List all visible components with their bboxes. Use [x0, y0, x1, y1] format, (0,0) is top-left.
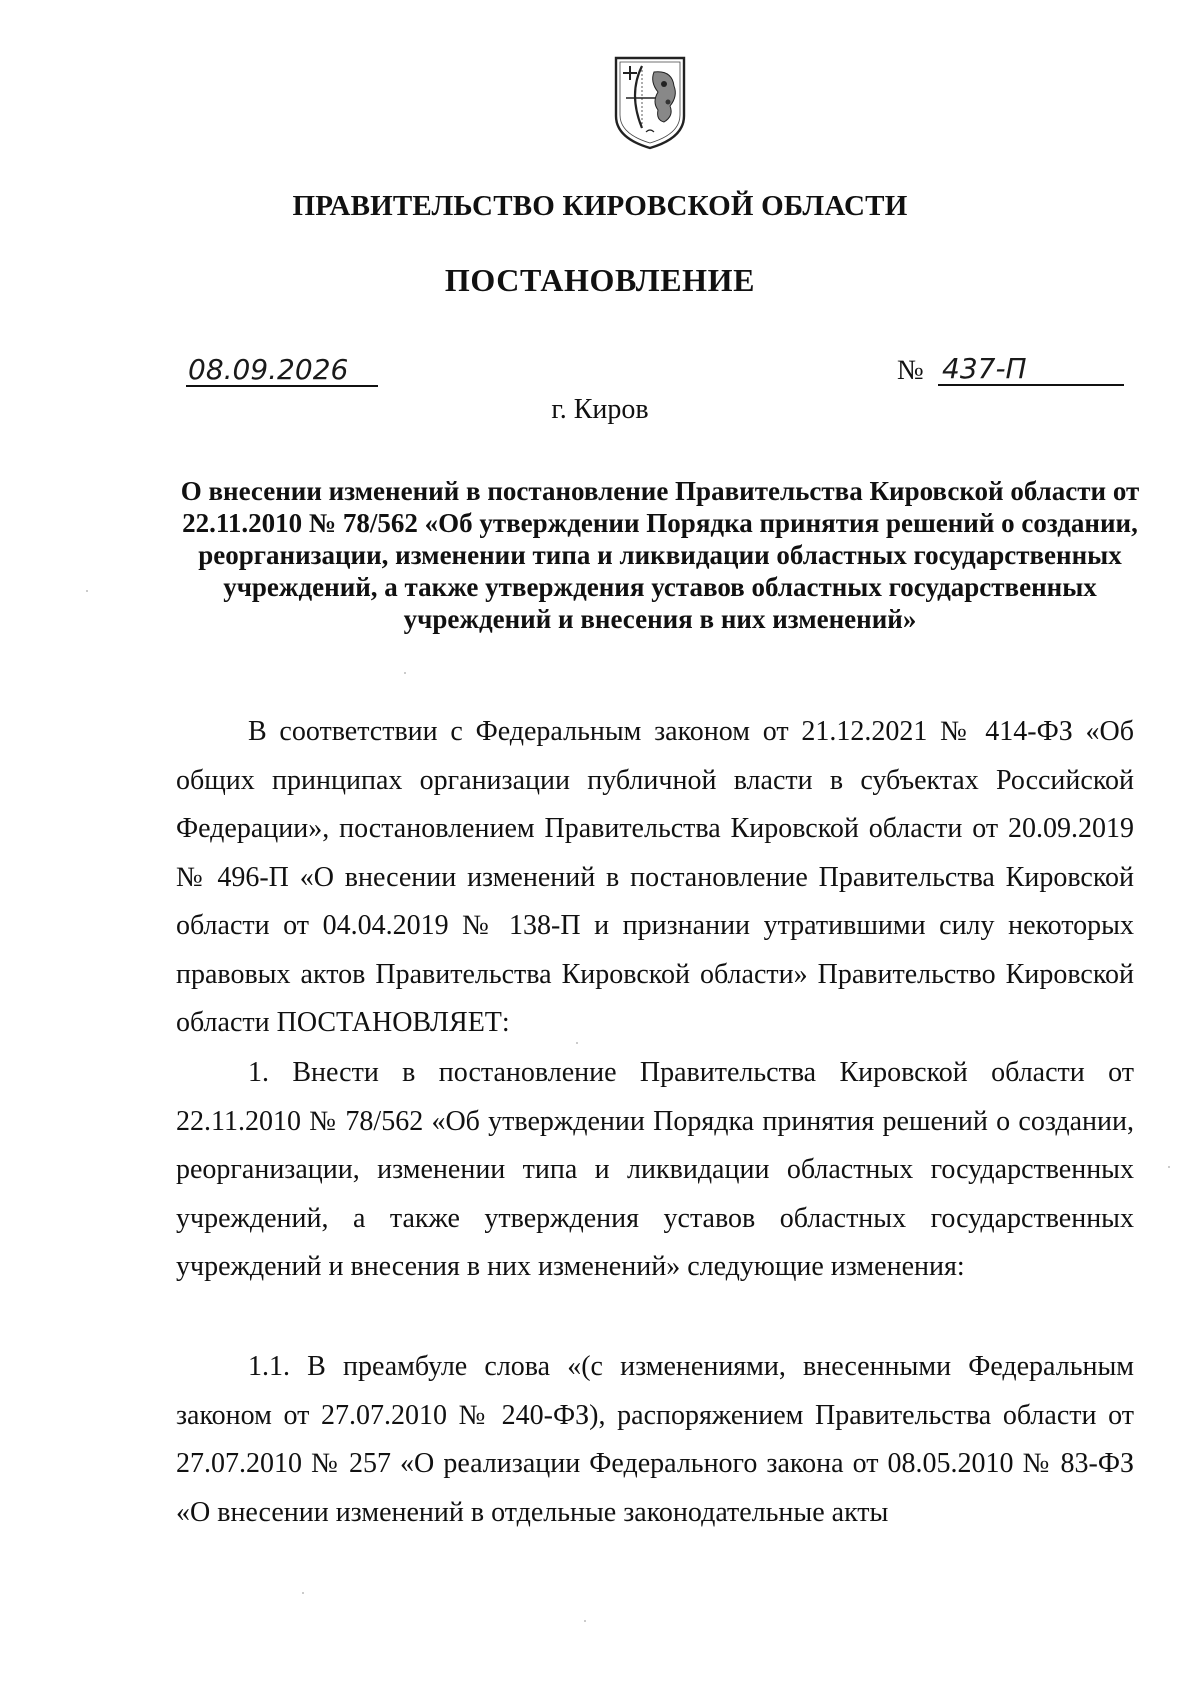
scan-speck [86, 590, 88, 592]
document-number: 437-П [938, 354, 1124, 386]
scan-speck [584, 1620, 586, 1622]
government-title: ПРАВИТЕЛЬСТВО КИРОВСКОЙ ОБЛАСТИ [292, 190, 908, 222]
preamble-paragraph: В соответствии с Федеральным законом от 21.12.2021 № 414-ФЗ «Об общих принципах организации публичной власти в субъектах Российской Федерации», постановлением Правительства Кировской области от 20.09.2019 № 496-П «О внесении изменений в постановление Правительства Кировской области от 04.04.2019 № 138-П и признании утратившими силу некоторых правовых актов Правительства Кировской области» Правительство Кировской области ПОСТАНОВЛЯЕТ: [176, 716, 1134, 1038]
issue-city: г. Киров [551, 394, 649, 425]
document-subject: О внесении изменений в постановление Правительства Кировской области от 22.11.2010 № 78/562 «Об утверждении Порядка принятия решений о создании, реорганизации, изменении типа и ликвидации областных государственных учреждений, а также утверждения уставов областных государственных учреждений и внесения в них изменений» [180, 476, 1140, 634]
document-date: 08.09.2026 [186, 355, 378, 387]
number-label: № [897, 355, 924, 386]
item-1-1-paragraph: 1.1. В преамбуле слова «(с изменениями, внесенными Федеральным законом от 27.07.2010 № 240-ФЗ), распоряжением Правительства области от 27.07.2010 № 257 «О реализации Федерального закона от 08.05.2010 № 83-ФЗ «О внесении изменений в отдельные законодательные акты [176, 1351, 1134, 1528]
kirov-coat-of-arms-icon [612, 54, 688, 150]
scan-speck [404, 672, 406, 674]
item-1-paragraph: 1. Внести в постановление Правительства Кировской области от 22.11.2010 № 78/562 «Об утверждении Порядка принятия решений о создании, реорганизации, изменении типа и ликвидации областных государственных учреждений, а также утверждения уставов областных государственных учреждений и внесения в них изменений» следующие изменения: [176, 1057, 1134, 1282]
scan-speck [576, 1042, 578, 1044]
scan-speck [302, 1592, 304, 1594]
document-type: ПОСТАНОВЛЕНИЕ [444, 262, 756, 298]
scan-speck [1168, 1166, 1170, 1168]
